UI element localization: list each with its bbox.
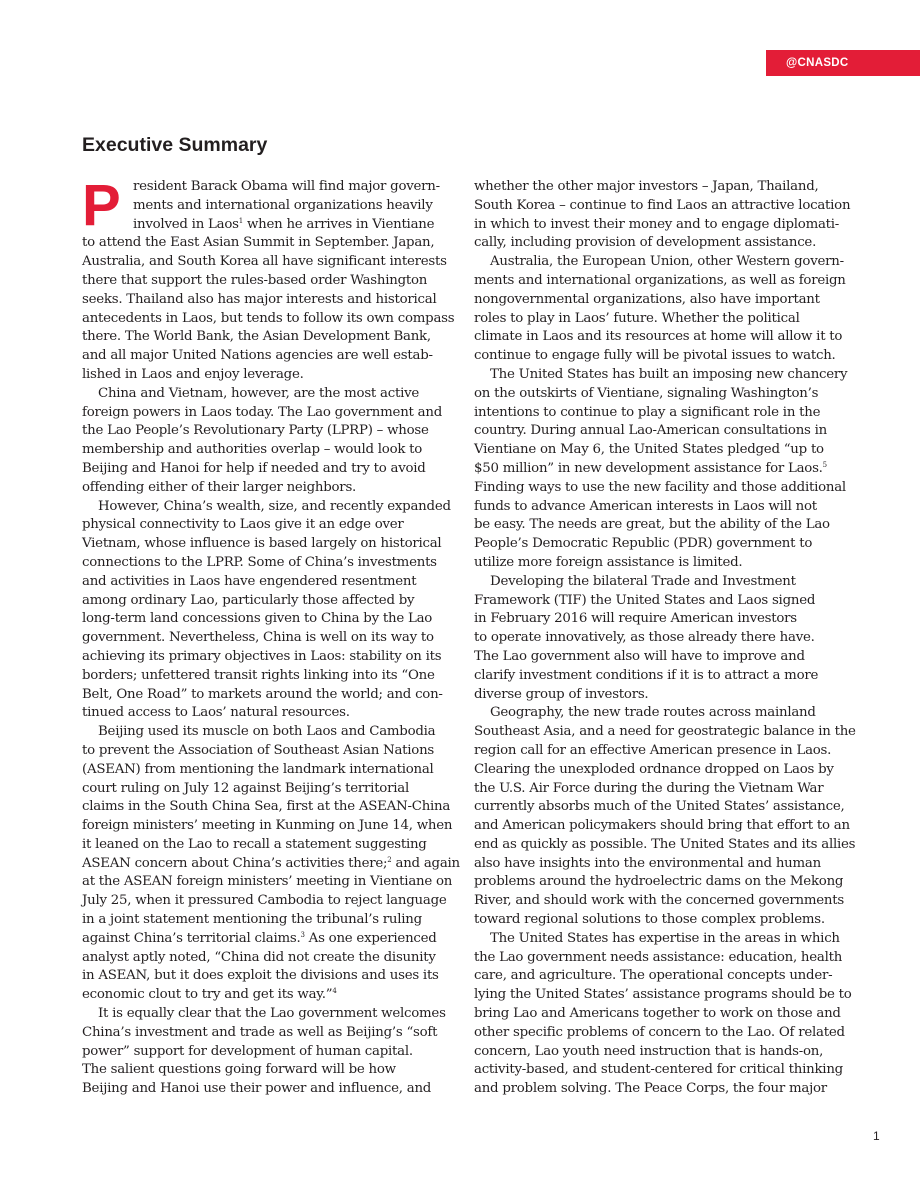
text-segment: when he arrives in Vientiane	[242, 216, 435, 232]
text-line: other specific problems of concern to the Lao. Of related	[474, 1024, 845, 1040]
text-segment: ASEAN concern about China’s activities there;	[82, 855, 388, 871]
text-line: bring Lao and Americans together to work on those and	[474, 1006, 841, 1022]
text-line: connections to the LPRP. Some of China’s investments	[82, 554, 437, 570]
text-line: Clearing the unexploded ordnance dropped on Laos by	[474, 761, 834, 777]
text-line: The salient questions going forward will be how	[82, 1062, 396, 1078]
text-line	[82, 930, 444, 949]
text-line: in ASEAN, but it does exploit the divisions and uses its	[82, 968, 439, 984]
text-line: utilize more foreign assistance is limited.	[474, 554, 743, 570]
text-line: government. Nevertheless, China is well on its way to	[82, 630, 434, 646]
text-line: membership and authorities overlap – would look to	[82, 442, 423, 458]
text-line	[82, 855, 460, 874]
text-line: The United States has expertise in the areas in which	[490, 930, 840, 946]
text-line: Beijing and Hanoi for help if needed and try to avoid	[82, 460, 426, 476]
text-line: the U.S. Air Force during the during the Vietnam War	[474, 780, 824, 796]
text-segment: involved in Laos	[133, 216, 239, 232]
text-line: there that support the rules-based order Washington	[82, 272, 428, 288]
footnote-ref: 3	[300, 930, 305, 939]
text-line: physical connectivity to Laos give it an edge over	[82, 517, 404, 533]
text-line: country. During annual Lao-American consultations in	[474, 423, 827, 439]
text-line: roles to play in Laos’ future. Whether the political	[474, 310, 800, 326]
footnote-ref: 4	[332, 987, 337, 996]
footnote-ref: 1	[238, 216, 243, 225]
text-line	[82, 986, 444, 1005]
text-line: ments and international organizations, as well as foreign	[474, 272, 846, 288]
text-line: claims in the South China Sea, first at the ASEAN-China	[82, 799, 451, 815]
text-line: activity-based, and student-centered for critical thinking	[474, 1062, 843, 1078]
text-line: concern, Lao youth need instruction that is hands-on,	[474, 1043, 824, 1059]
text-line: be easy. The needs are great, but the ability of the Lao	[474, 517, 830, 533]
text-line: Beijing used its muscle on both Laos and Cambodia	[98, 724, 436, 740]
text-line: power” support for development of human capital.	[82, 1043, 413, 1059]
page-number: 1	[873, 1129, 880, 1143]
text-line: Australia, and South Korea all have significant interests	[82, 254, 447, 270]
text-line: tinued access to Laos’ natural resources.	[82, 705, 350, 721]
text-line: cally, including provision of development assistance.	[474, 235, 817, 251]
text-line: Australia, the European Union, other Western govern-	[490, 254, 844, 270]
text-segment: As one experienced	[304, 930, 437, 946]
text-line: continue to engage fully will be pivotal issues to watch.	[474, 348, 836, 364]
text-line: Geography, the new trade routes across mainland	[490, 705, 816, 721]
text-line: River, and should work with the concerned governments	[474, 893, 844, 909]
text-line: end as quickly as possible. The United States and its allies	[474, 836, 856, 852]
text-line: to prevent the Association of Southeast Asian Nations	[82, 742, 435, 758]
footnote-ref: 5	[822, 460, 827, 469]
text-line: ments and international organizations heavily	[133, 197, 433, 213]
text-line: seeks. Thailand also has major interests and historical	[82, 291, 437, 307]
text-line: on the outskirts of Vientiane, signaling Washington’s	[474, 385, 819, 401]
text-line: at the ASEAN foreign ministers’ meeting in Vientiane on	[82, 874, 453, 890]
dropcap-letter: P	[82, 173, 121, 238]
text-line: The United States has built an imposing new chancery	[490, 366, 848, 382]
text-line: intentions to continue to play a significant role in the	[474, 404, 821, 420]
text-line: and American policymakers should bring that effort to an	[474, 818, 850, 834]
text-segment: $50 million” in new development assistance for Laos.	[474, 460, 823, 476]
text-line: funds to advance American interests in Laos will not	[474, 498, 817, 514]
text-line: in a joint statement mentioning the tribunal’s ruling	[82, 912, 422, 928]
text-line: However, China’s wealth, size, and recently expanded	[98, 498, 451, 514]
text-line: Vientiane on May 6, the United States pledged “up to	[474, 442, 824, 458]
text-line	[82, 216, 444, 235]
text-line: it leaned on the Lao to recall a statement suggesting	[82, 836, 427, 852]
text-line: Beijing and Hanoi use their power and influence, and	[82, 1081, 432, 1097]
text-line: currently absorbs much of the United States’ assistance,	[474, 799, 845, 815]
twitter-handle-tag: @CNASDC	[766, 50, 920, 76]
text-line: climate in Laos and its resources at home will allow it to	[474, 329, 843, 345]
text-line: China and Vietnam, however, are the most active	[98, 385, 420, 401]
text-line: The Lao government also will have to improve and	[474, 648, 805, 664]
text-line: to attend the East Asian Summit in September. Japan,	[82, 235, 435, 251]
text-line: diverse group of investors.	[474, 686, 649, 702]
text-line: among ordinary Lao, particularly those affected by	[82, 592, 415, 608]
footnote-ref: 2	[387, 855, 392, 864]
text-line: long-term land concessions given to China by the Lao	[82, 611, 433, 627]
text-line: foreign ministers’ meeting in Kunming on June 14, when	[82, 818, 453, 834]
text-segment: economic clout to try and get its way.”	[82, 987, 333, 1003]
text-line: People’s Democratic Republic (PDR) government to	[474, 536, 813, 552]
text-segment: and again	[391, 855, 460, 871]
text-line: South Korea – continue to find Laos an attractive location	[474, 197, 851, 213]
text-line: Finding ways to use the new facility and those additional	[474, 479, 846, 495]
text-line: antecedents in Laos, but tends to follow its own compass	[82, 310, 455, 326]
text-line: clarify investment conditions if it is to attract a more	[474, 667, 819, 683]
text-line: and problem solving. The Peace Corps, the four major	[474, 1081, 827, 1097]
text-line: foreign powers in Laos today. The Lao government and	[82, 404, 442, 420]
text-line: and activities in Laos have engendered resentment	[82, 573, 417, 589]
text-line: and all major United Nations agencies are well estab-	[82, 348, 433, 364]
text-line: whether the other major investors – Japan, Thailand,	[474, 179, 819, 194]
section-title: Executive Summary	[82, 134, 268, 156]
text-line: problems around the hydroelectric dams on the Mekong	[474, 874, 844, 890]
text-line: offending either of their larger neighbors.	[82, 479, 357, 495]
text-line: resident Barack Obama will find major govern-	[133, 179, 440, 194]
text-line: to operate innovatively, as those already there have.	[474, 630, 815, 646]
text-line: there. The World Bank, the Asian Development Bank,	[82, 329, 431, 345]
right-text-column	[474, 178, 856, 1099]
text-line: in February 2016 will require American investors	[474, 611, 797, 627]
text-line: the Lao People’s Revolutionary Party (LPRP) – whose	[82, 423, 429, 439]
text-line	[474, 460, 842, 479]
text-line: region call for an effective American presence in Laos.	[474, 742, 832, 758]
text-line: borders; unfettered transit rights linking into its “One	[82, 667, 435, 683]
text-line: achieving its primary objectives in Laos: stability on its	[82, 648, 442, 664]
text-line: care, and agriculture. The operational concepts under-	[474, 968, 833, 984]
text-line: the Lao government needs assistance: education, health	[474, 949, 843, 965]
text-line: in which to invest their money and to engage diplomati-	[474, 216, 840, 232]
text-line: Belt, One Road” to markets around the world; and con-	[82, 686, 443, 702]
text-line: (ASEAN) from mentioning the landmark international	[82, 761, 434, 777]
text-line: China’s investment and trade as well as Beijing’s “soft	[82, 1024, 438, 1040]
text-line: Developing the bilateral Trade and Investment	[490, 573, 796, 589]
text-line: court ruling on July 12 against Beijing’s territorial	[82, 780, 409, 796]
text-segment: against China’s territorial claims.	[82, 930, 301, 946]
text-line: toward regional solutions to those complex problems.	[474, 912, 825, 928]
text-line: Framework (TIF) the United States and Laos signed	[474, 592, 816, 608]
text-line: lished in Laos and enjoy leverage.	[82, 366, 304, 382]
text-line: also have insights into the environmental and human	[474, 855, 821, 871]
text-line: analyst aptly noted, “China did not create the disunity	[82, 949, 436, 965]
left-text-column	[82, 173, 460, 1099]
text-line: lying the United States’ assistance programs should be to	[474, 987, 852, 1003]
text-line: It is equally clear that the Lao government welcomes	[98, 1006, 446, 1022]
text-line: Vietnam, whose influence is based largely on historical	[82, 536, 442, 552]
text-line: Southeast Asia, and a need for geostrategic balance in the	[474, 724, 856, 740]
text-line: July 25, when it pressured Cambodia to reject language	[82, 893, 447, 909]
text-line: nongovernmental organizations, also have important	[474, 291, 820, 307]
